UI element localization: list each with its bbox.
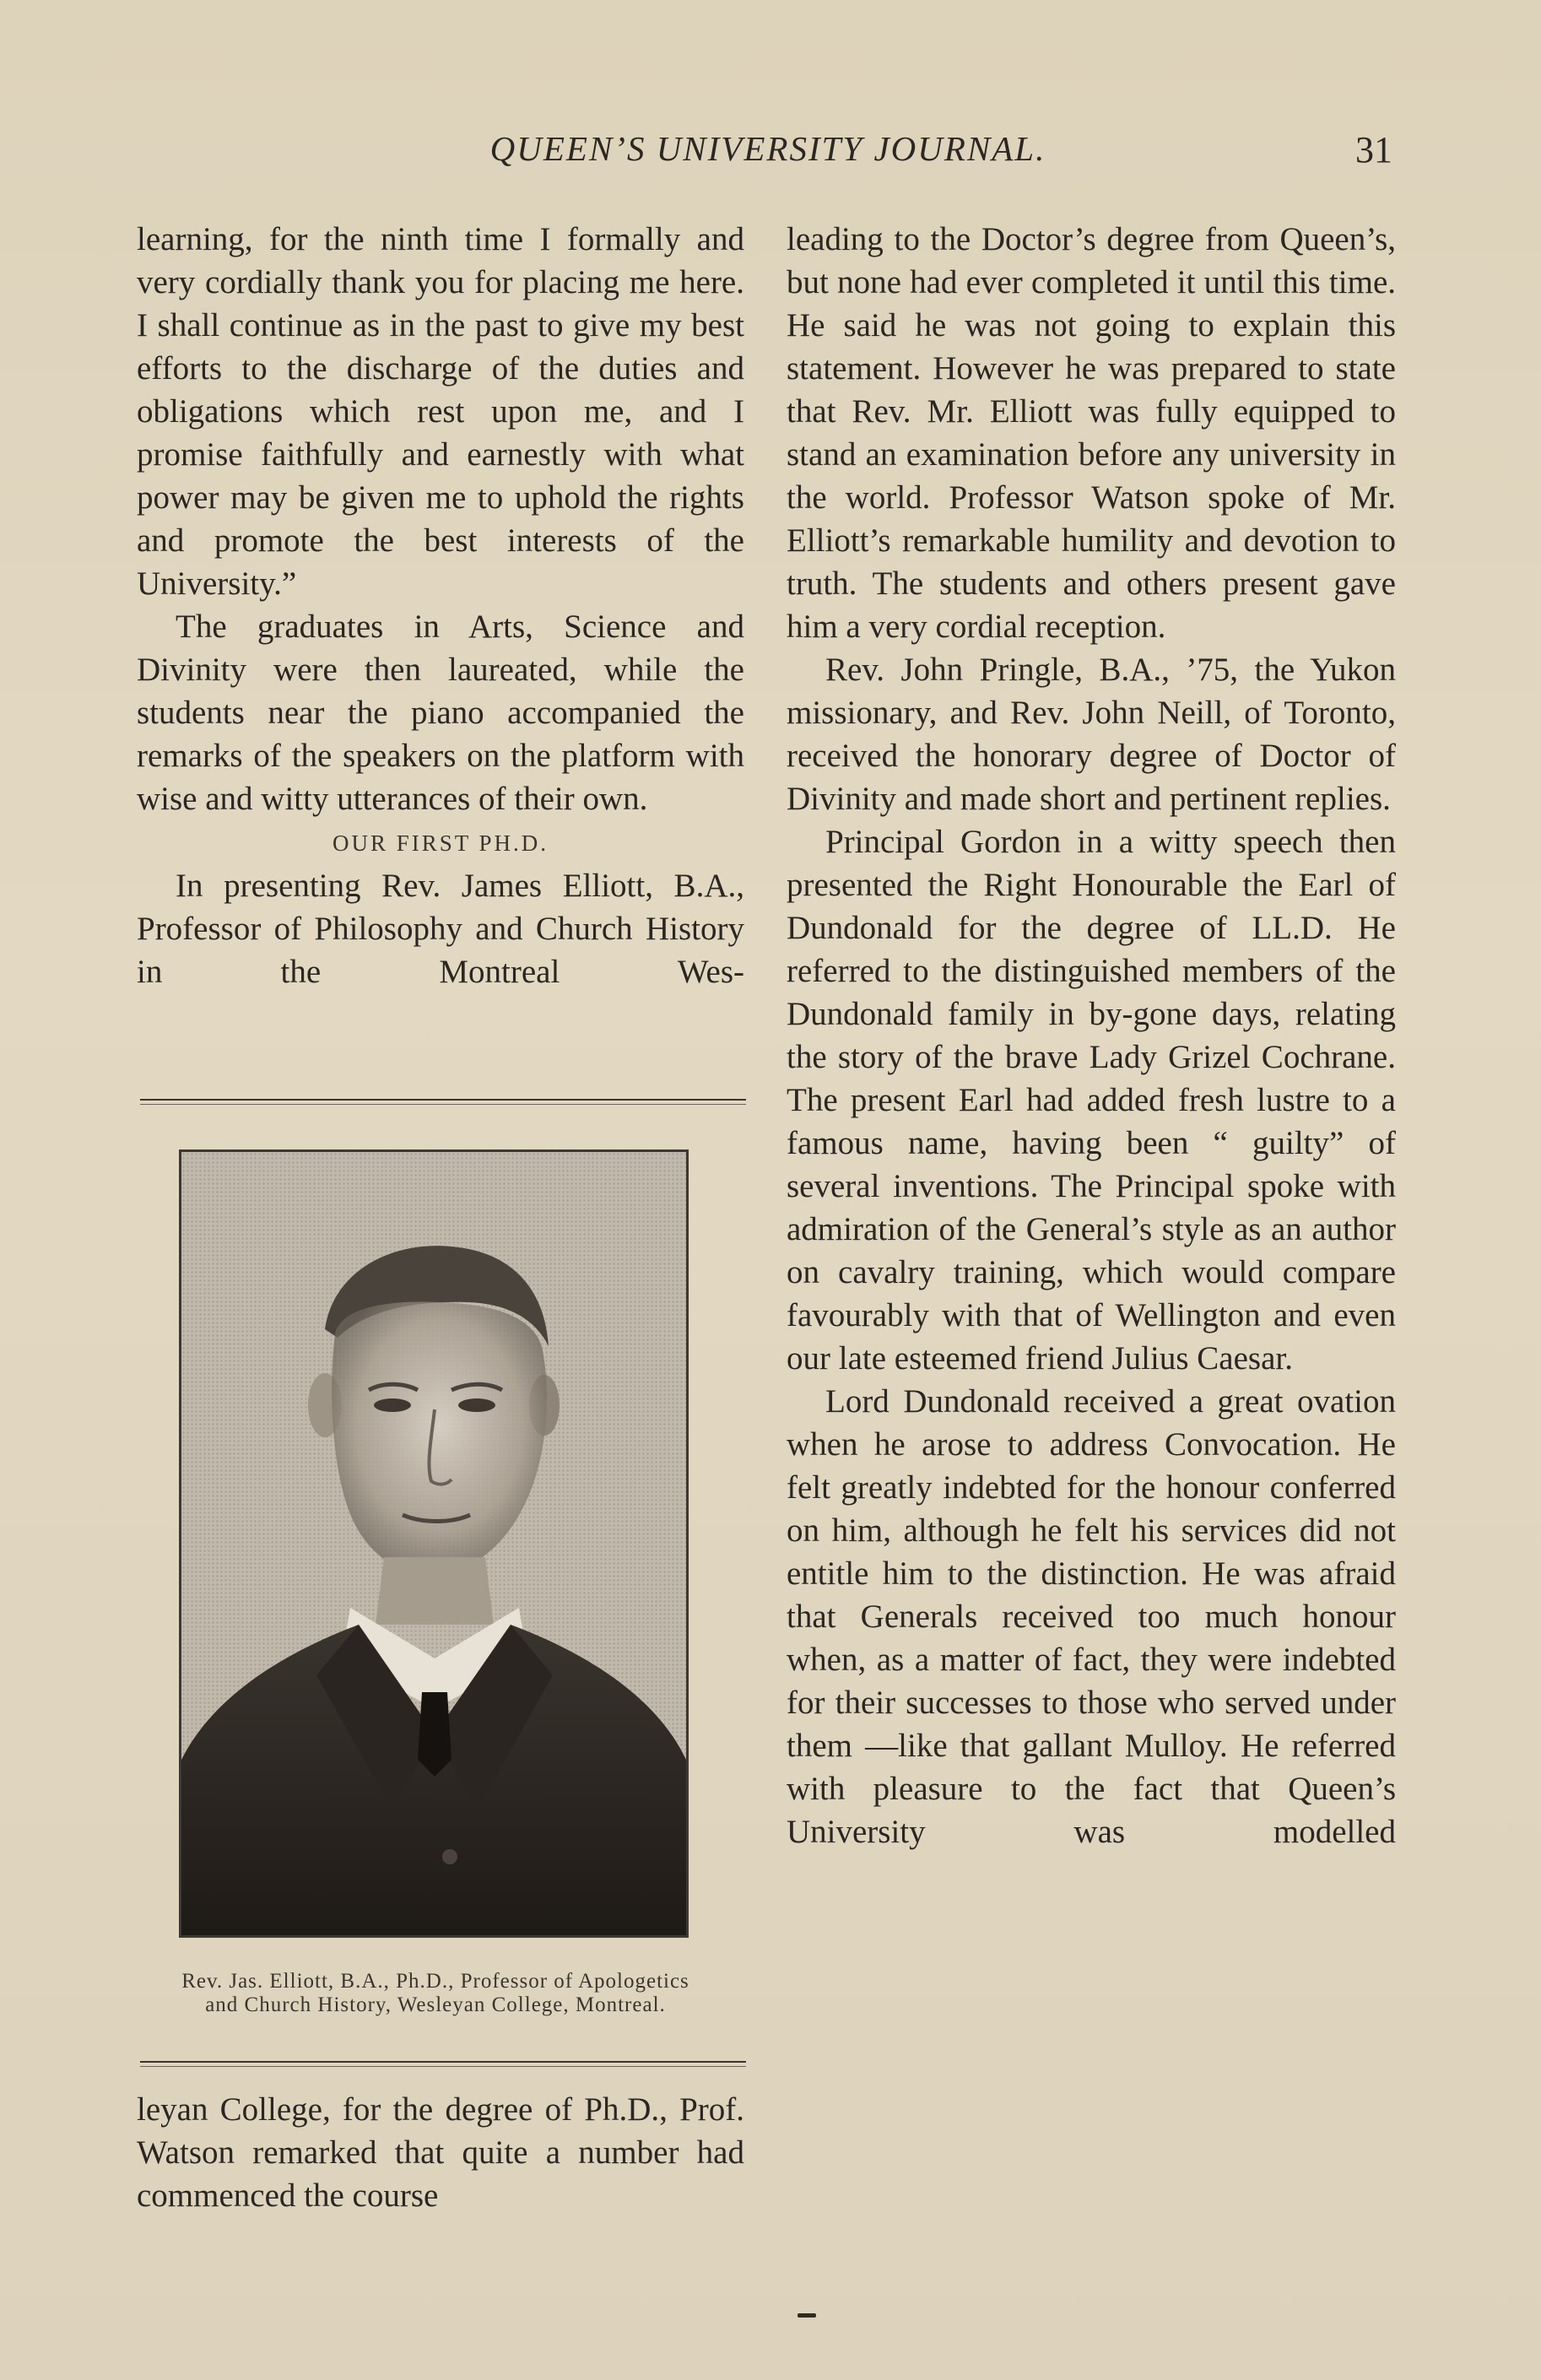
left-paragraph-2: The graduates in Arts, Science and Divinity were then laureated, while the students near the piano accompanied the remarks of the speakers on the platform with wise and witty utterances of their own. <box>137 609 744 817</box>
right-paragraph-3: Principal Gordon in a witty speech then presented the Right Honourable the Earl of Dundonald for the degree of LL.D. He referred to the distinguished members of the Dundonald family in by-gone days, relating the story of the brave Lady Grizel Cochrane. The present Earl had added fresh lustre to a famous name, having been “ guilty” of several inventions. The Principal spoke with admiration of the General’s style as an author on cavalry training, which would compare favourably with that of Wellington and even our late esteemed friend Julius Caesar. <box>787 824 1396 1377</box>
figure-top-rule-thin <box>140 1104 746 1105</box>
portrait-image <box>181 1152 686 1935</box>
section-heading: OUR FIRST PH.D. <box>332 830 549 856</box>
right-paragraph-4: Lord Dundonald received a great ovation when he arose to address Convocation. He felt greatly indebted for the honour conferred on him, although he felt his services did not entitle him to the distinction. He was afraid that Generals received too much honour when, as a matter of fact, they were indebted for their successes to those who served under them —like that gallant Mulloy. He referred with pleasure to the fact that Queen’s University was modelled <box>787 1383 1396 1850</box>
left-paragraph-3: In presenting Rev. James Elliott, B.A., Professor of Philosophy and Church History in the Montreal Wes- <box>137 868 744 990</box>
figure-top-rule <box>140 1099 746 1101</box>
portrait-photo <box>179 1149 689 1938</box>
figure-bottom-rule-thin <box>140 2066 746 2067</box>
right-paragraph-1: leading to the Doctor’s degree from Queen’s, but none had ever completed it until this time. He said he was not going to explain this statement. However he was prepared to state that Rev. Mr. Elliott was fully equipped to stand an examination before any university in the world. Professor Watson spoke of Mr. Elliott’s remarkable humility and devotion to truth. The students and others present gave him a very cordial reception. <box>787 221 1396 645</box>
left-paragraph-1: learning, for the ninth time I formally and very cordially thank you for placing me here. I shall continue as in the past to give my best efforts to the discharge of the duties and obligations which rest upon me, and I promise faithfully and earnestly with what power may be given me to uphold the rights and promote the best interests of the University.” <box>137 221 744 602</box>
figure-caption: Rev. Jas. Elliott, B.A., Ph.D., Professor of Apologetics and Church History, Wesleyan College, Montreal. <box>181 1970 689 2016</box>
left-column <box>137 218 744 993</box>
running-head: QUEEN’S UNIVERSITY JOURNAL. <box>489 129 1046 168</box>
right-column <box>787 218 1396 1853</box>
left-paragraph-4: leyan College, for the degree of Ph.D., Prof. Watson remarked that quite a number had commenced the course <box>137 2091 744 2214</box>
footer-mark <box>798 2313 816 2318</box>
left-column-continued <box>137 2088 744 2217</box>
figure-bottom-rule <box>140 2061 746 2063</box>
page-number: 31 <box>1355 129 1392 170</box>
right-paragraph-2: Rev. John Pringle, B.A., ’75, the Yukon missionary, and Rev. John Neill, of Toronto, received the honorary degree of Doctor of Divinity and made short and pertinent replies. <box>787 652 1396 817</box>
